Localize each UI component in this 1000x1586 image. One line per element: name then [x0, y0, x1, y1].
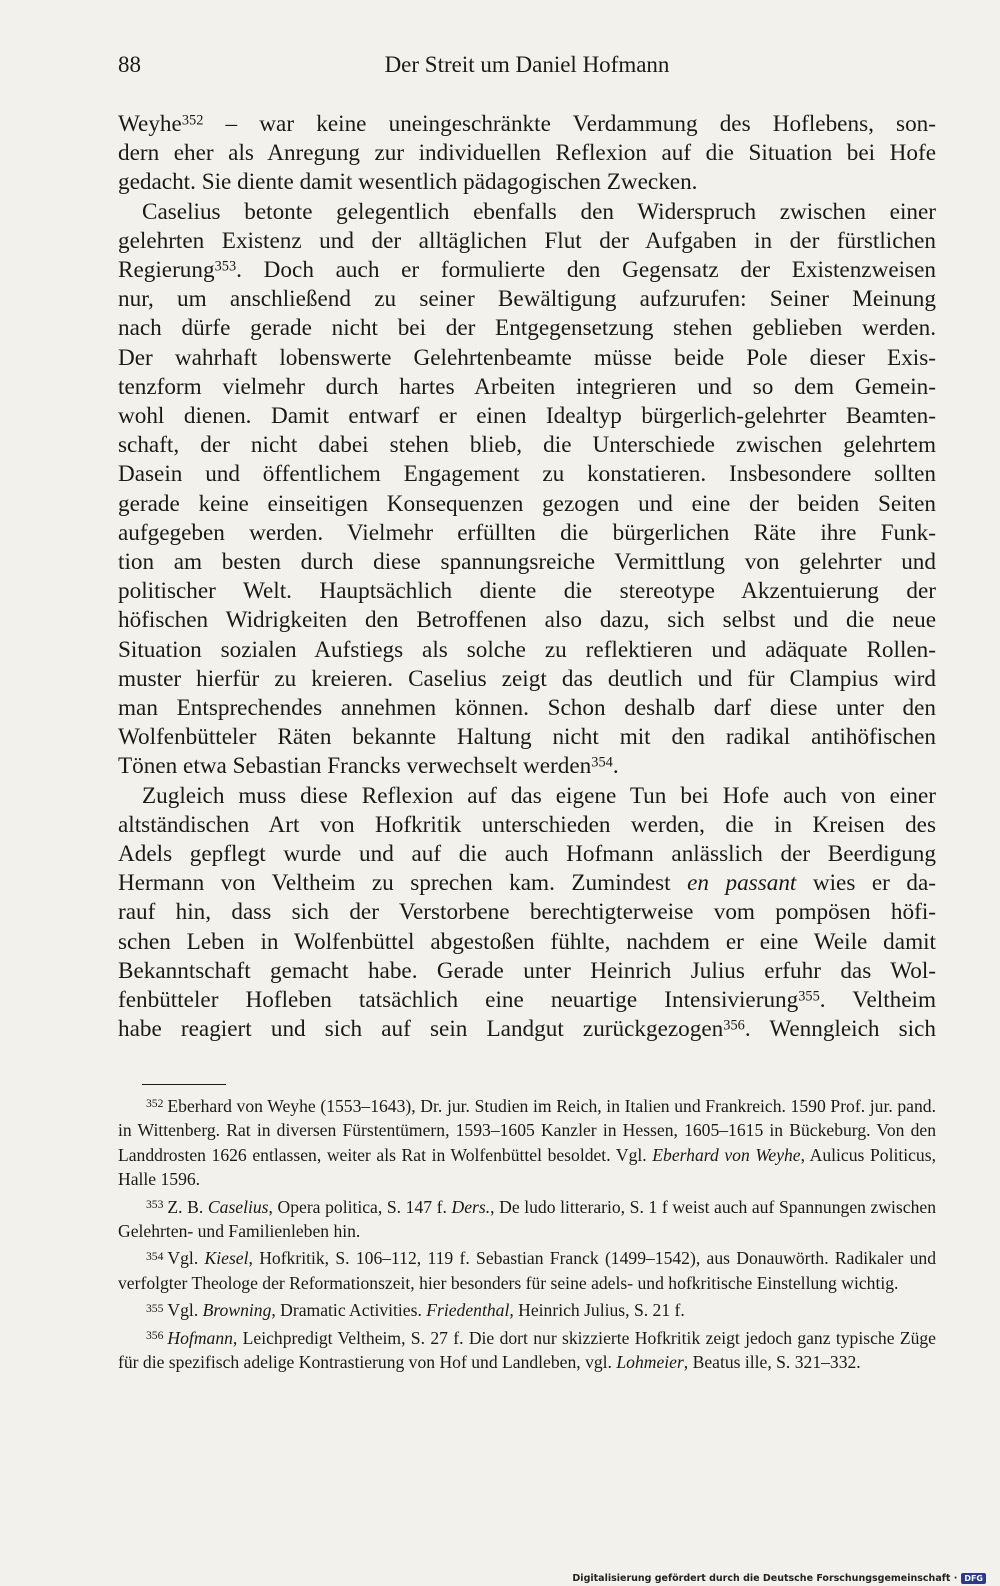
text-run: schen Leben in Wolfenbüttel abgestoßen fühlte, nachdem er eine Weile damit	[118, 928, 936, 955]
text-run: man Entsprechendes annehmen können. Schon deshalb darf diese unter den	[118, 695, 936, 722]
running-head: Der Streit um Daniel Hofmann	[384, 52, 670, 77]
text-run: . Veltheim	[819, 987, 937, 1014]
footnote-number: 355	[146, 1301, 164, 1315]
text-run: Weyhe	[118, 111, 182, 137]
text-run: nach dürfe gerade nicht bei der Entgegensetzung stehen geblieben werden.	[118, 315, 936, 342]
text-run: Caselius betonte gelegentlich ebenfalls den Widerspruch zwischen einer	[142, 198, 936, 225]
text-line	[118, 402, 936, 431]
footnote-number: 356	[146, 1329, 164, 1343]
text-line	[118, 168, 936, 197]
text-run: tion am besten durch diese spannungsreiche Vermittlung von gelehrter und	[118, 549, 936, 576]
dfg-logo: DFG	[961, 1573, 986, 1584]
text-line	[118, 227, 936, 256]
text-line	[118, 577, 936, 606]
footnote-reference: 354	[591, 755, 613, 771]
text-line	[118, 636, 936, 665]
footnote-number: 354	[146, 1249, 164, 1263]
text-run: Adels gepflegt wurde und auf die auch Hofmann anlässlich der Beerdigung	[118, 841, 936, 868]
text-line	[118, 110, 936, 139]
text-run: Der wahrhaft lobenswerte Gelehrtenbeamte müsse beide Pole dieser Exis-	[118, 344, 936, 371]
text-line	[118, 840, 936, 869]
text-line	[118, 548, 936, 577]
text-run: Vgl.	[167, 1300, 203, 1321]
text-line	[118, 198, 936, 227]
text-line	[118, 344, 936, 373]
body-text	[118, 110, 936, 1045]
text-line	[118, 519, 936, 548]
text-run: , Dramatic Activities.	[271, 1300, 427, 1321]
text-line	[118, 460, 936, 489]
text-run: Situation sozialen Aufstiegs als solche zu reflektieren und adäquate Rollen-	[118, 636, 936, 663]
italic-text: Caselius	[207, 1196, 269, 1217]
text-line	[118, 752, 936, 781]
text-run: rauf hin, dass sich der Verstorbene berechtigterweise vom pompösen höfi-	[118, 899, 936, 926]
text-run: , Opera politica, S. 147 f.	[268, 1196, 452, 1217]
italic-text: en passant	[687, 870, 797, 897]
text-run: – war keine uneingeschränkte Verdammung des Hoflebens, son-	[203, 111, 936, 137]
text-line	[118, 431, 936, 460]
text-run: , De ludo litterario, S. 1 f weist auch auf Spannungen zwischen Gelehrten- und Familienleben hin.	[118, 1196, 936, 1242]
text-line	[118, 373, 936, 402]
text-line	[118, 957, 936, 986]
digitization-credit: Digitalisierung gefördert durch die Deutsche Forschungsgemeinschaft ·	[572, 1573, 958, 1584]
text-run: Vgl.	[167, 1248, 205, 1269]
page-header	[118, 52, 936, 82]
text-run: altständischen Art von Hofkritik unterschieden werden, die in Kreisen des	[118, 811, 936, 838]
footnote	[118, 1246, 936, 1295]
text-line	[118, 1015, 936, 1044]
text-run: Hermann von Veltheim zu sprechen kam. Zumindest	[118, 870, 688, 897]
text-line	[118, 606, 936, 635]
page-footer	[572, 1573, 986, 1584]
text-run: schaft, der nicht dabei stehen blieb, die Unterschiede zwischen gelehrtem	[118, 432, 936, 459]
text-run: nur, um anschließend zu seiner Bewältigung aufzurufen: Seiner Meinung	[118, 286, 936, 313]
text-line	[118, 490, 936, 519]
footnote-separator	[142, 1084, 226, 1085]
footnote-reference: 355	[798, 988, 820, 1005]
italic-text: Hofmann	[167, 1327, 233, 1348]
footnote	[118, 1094, 936, 1192]
footnote-reference: 356	[723, 1017, 745, 1034]
italic-text: Kiesel	[204, 1248, 249, 1269]
text-line	[118, 811, 936, 840]
footnotes	[118, 1094, 936, 1377]
footnote-reference: 352	[181, 112, 204, 129]
text-run: tenzform vielmehr durch hartes Arbeiten integrieren und so dem Gemein-	[118, 373, 936, 400]
text-run: Regierung	[118, 257, 215, 284]
text-run: höfischen Widrigkeiten den Betroffenen also dazu, sich selbst und die neue	[118, 607, 936, 634]
text-line	[118, 928, 936, 957]
text-run: Zugleich muss diese Reflexion auf das eigene Tun bei Hofe auch von einer	[142, 782, 936, 809]
text-run: muster hierfür zu kreieren. Caselius zeigt das deutlich und für Clampius wird	[118, 665, 936, 692]
text-run: wies er da-	[796, 870, 937, 897]
footnote	[118, 1326, 936, 1375]
text-run: gerade keine einseitigen Konsequenzen gezogen und eine der beiden Seiten	[118, 490, 936, 517]
text-run: politischer Welt. Hauptsächlich diente die stereotype Akzentuierung der	[118, 578, 936, 605]
text-run: habe reagiert und sich auf sein Landgut zurückgezogen	[118, 1016, 724, 1043]
text-run: , Leichpredigt Veltheim, S. 27 f. Die dort nur skizzierte Hofkritik zeigt jedoch ganz typische Züge für die spezifisch adelige Kontrastierung von Hof und Landleben, vgl.	[118, 1327, 936, 1373]
text-run: . Wenngleich sich	[744, 1016, 936, 1043]
text-run: gedacht. Sie diente damit wesentlich pädagogischen Zwecken.	[118, 169, 698, 196]
text-run: , Aulicus Politicus, Halle 1596.	[118, 1144, 936, 1190]
text-line	[118, 285, 936, 314]
footnote	[118, 1195, 936, 1244]
text-line	[118, 139, 936, 168]
page-number: 88	[118, 52, 141, 77]
italic-text: Lohmeier	[616, 1352, 684, 1373]
text-line	[118, 869, 936, 898]
footnote	[118, 1298, 936, 1322]
text-line	[118, 723, 936, 752]
text-line	[118, 986, 936, 1015]
text-line	[118, 898, 936, 927]
text-run: fenbütteler Hofleben tatsächlich eine neuartige Intensivierung	[118, 987, 799, 1014]
footnote-number: 352	[146, 1097, 164, 1111]
text-line	[118, 694, 936, 723]
footnote-number: 353	[146, 1197, 164, 1211]
text-run: aufgegeben werden. Vielmehr erfüllten die bürgerlichen Räte ihre Funk-	[118, 519, 936, 546]
text-run: Tönen etwa Sebastian Francks verwechselt werden	[118, 753, 592, 780]
text-run: wohl dienen. Damit entwarf er einen Idealtyp bürgerlich-gelehrter Beamten-	[118, 403, 936, 430]
italic-text: Eberhard von Weyhe	[652, 1144, 801, 1165]
italic-text: Friedenthal,	[426, 1300, 514, 1321]
text-run: . Doch auch er formulierte den Gegensatz der Existenzweisen	[236, 257, 936, 284]
text-run: , Beatus ille, S. 321–332.	[683, 1352, 861, 1373]
text-line	[118, 314, 936, 343]
text-run: Bekanntschaft gemacht habe. Gerade unter Heinrich Julius erfuhr das Wol-	[118, 957, 936, 984]
text-run: .	[612, 753, 619, 780]
text-run: Wolfenbütteler Räten bekannte Haltung nicht mit den radikal antihöfischen	[118, 724, 936, 751]
text-line	[118, 665, 936, 694]
text-run: Dasein und öffentlichem Engagement zu konstatieren. Insbesondere sollten	[118, 461, 936, 488]
text-line	[118, 256, 936, 285]
text-run: gelehrten Existenz und der alltäglichen Flut der Aufgaben in der fürstlichen	[118, 227, 936, 254]
text-run: Z. B.	[167, 1196, 208, 1217]
text-run: dern eher als Anregung zur individuellen Reflexion auf die Situation bei Hofe	[118, 140, 936, 167]
italic-text: Browning	[202, 1300, 272, 1321]
text-run: Heinrich Julius, S. 21 f.	[513, 1300, 685, 1321]
text-run: Eberhard von Weyhe (1553–1643), Dr. jur. Studien im Reich, in Italien und Frankreich. 1590 Prof. jur. pand. in Wittenberg. Rat in diversen Fürstentümern, 1593–1605 Kanzler in Hessen, 1605–1615 in Bückeburg. Von den Landdrosten 1626 entlassen, weiter als Rat in Wolfenbüttel besoldet. Vgl.	[118, 1096, 936, 1165]
text-run: , Hofkritik, S. 106–112, 119 f. Sebastian Franck (1499–1542), aus Donauwörth. Radikaler und verfolgter Theologe der Reformationszeit, hier besonders für seine adels- und hofkritische Einstellung wichtig.	[118, 1248, 937, 1293]
italic-text: Ders.	[451, 1196, 491, 1217]
text-line	[118, 782, 936, 811]
footnote-reference: 353	[214, 258, 237, 275]
